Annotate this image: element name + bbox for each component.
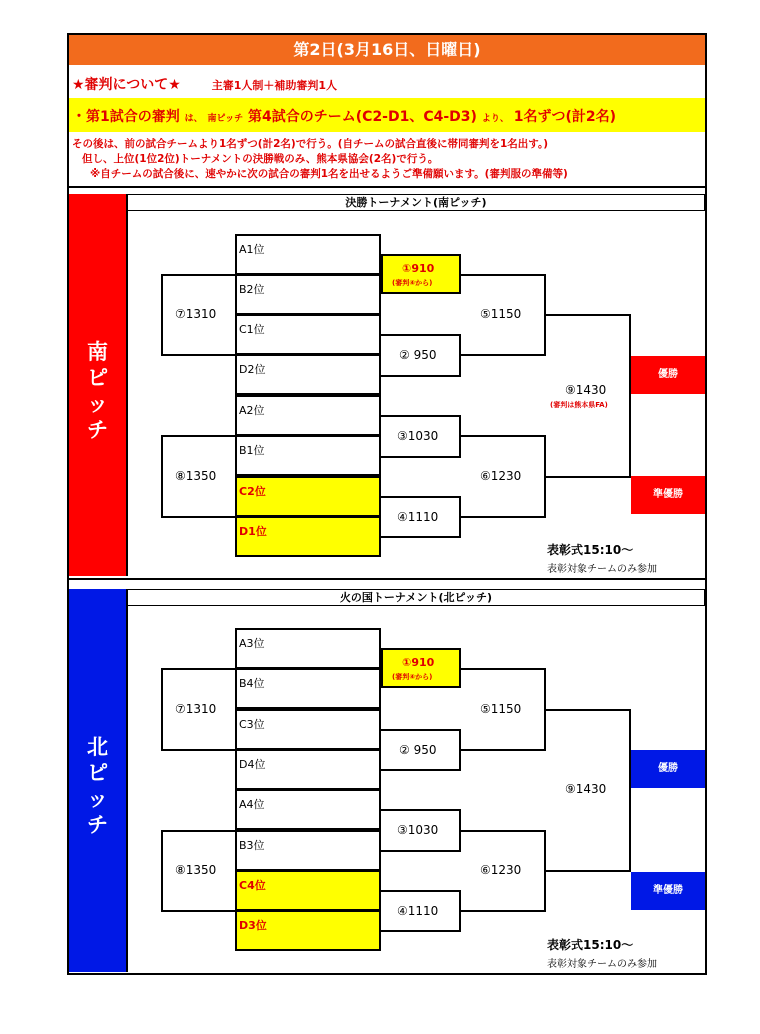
banner-part-f: 1名ずつ(計2名) bbox=[513, 109, 616, 125]
divider bbox=[69, 186, 705, 188]
referee-note-2: 但し、上位(1位2位)トーナメントの決勝戦のみ、熊本県協会(2名)で行う。 bbox=[82, 153, 439, 165]
referee-heading-text: ★審判について★ bbox=[72, 77, 181, 93]
south-char-4: チ bbox=[87, 418, 108, 442]
bracket-line bbox=[381, 456, 461, 458]
team-slot: D2位 bbox=[235, 354, 381, 395]
bracket-line bbox=[381, 415, 461, 417]
bracket-line bbox=[161, 668, 163, 751]
bracket-line bbox=[161, 830, 236, 832]
team-slot: B4位 bbox=[235, 668, 381, 709]
match-3-label: ③1030 bbox=[397, 823, 439, 837]
ceremony-time: 表彰式15:10〜 bbox=[547, 543, 634, 557]
bracket-line bbox=[459, 516, 546, 518]
north-char-4: チ bbox=[87, 813, 108, 837]
divider bbox=[69, 578, 705, 580]
bracket-line bbox=[161, 354, 236, 356]
team-slot-highlight: D3位 bbox=[235, 910, 381, 951]
bracket-line bbox=[459, 668, 546, 670]
south-char-2: ピ bbox=[87, 366, 108, 390]
bracket-line bbox=[544, 314, 631, 316]
match-2-label: ② 950 bbox=[399, 743, 437, 757]
bracket-line bbox=[381, 850, 461, 852]
bracket-line bbox=[459, 830, 546, 832]
match-4-label: ④1110 bbox=[397, 904, 439, 918]
north-char-1: 北 bbox=[87, 735, 108, 759]
south-char-1: 南 bbox=[87, 340, 108, 364]
runner-up-box: 準優勝 bbox=[631, 476, 705, 514]
bracket-line bbox=[459, 274, 546, 276]
banner-part-b: は、 bbox=[184, 114, 203, 124]
match-8-label: ⑧1350 bbox=[175, 863, 217, 877]
bracket-line bbox=[161, 910, 236, 912]
team-slot-highlight: C2位 bbox=[235, 476, 381, 517]
bracket-line bbox=[381, 890, 461, 892]
south-section-header: 決勝トーナメント(南ピッチ) bbox=[127, 194, 705, 211]
team-slot: B3位 bbox=[235, 830, 381, 871]
match-2-label: ② 950 bbox=[399, 348, 437, 362]
bracket-line bbox=[161, 749, 236, 751]
team-slot-highlight: D1位 bbox=[235, 516, 381, 557]
match-5-label: ⑤1150 bbox=[480, 702, 522, 716]
team-slot-highlight: C4位 bbox=[235, 870, 381, 911]
divider bbox=[126, 589, 128, 972]
winner-box: 優勝 bbox=[631, 750, 705, 788]
bracket-line bbox=[161, 668, 236, 670]
bracket-line bbox=[161, 516, 236, 518]
referee-system: 主審1人制＋補助審判1人 bbox=[211, 79, 338, 92]
page-title: 第2日(3月16日、日曜日) bbox=[69, 35, 705, 65]
team-slot: B2位 bbox=[235, 274, 381, 315]
bracket-line bbox=[381, 334, 461, 336]
north-pitch-label bbox=[69, 589, 126, 972]
ceremony-time: 表彰式15:10〜 bbox=[547, 938, 634, 952]
team-slot: A4位 bbox=[235, 789, 381, 830]
south-char-3: ッ bbox=[87, 392, 108, 416]
bracket-line bbox=[459, 354, 546, 356]
bracket-line bbox=[161, 274, 236, 276]
bracket-line bbox=[381, 729, 461, 731]
match-9-note: (審判は熊本県FA) bbox=[550, 401, 608, 409]
banner-part-a: ・第1試合の審判 bbox=[72, 109, 180, 125]
bracket-line bbox=[381, 375, 461, 377]
bracket-line bbox=[381, 930, 461, 932]
match-4-label: ④1110 bbox=[397, 510, 439, 524]
banner-part-e: より、 bbox=[481, 114, 509, 124]
bracket-line bbox=[381, 809, 461, 811]
bracket-line bbox=[161, 274, 163, 356]
team-slot: A1位 bbox=[235, 234, 381, 275]
match-1-note: (審判④から) bbox=[392, 279, 433, 287]
bracket-line bbox=[459, 910, 546, 912]
banner-part-c: 南ピッチ bbox=[207, 114, 244, 124]
match-6-label: ⑥1230 bbox=[480, 469, 522, 483]
match-7-label: ⑦1310 bbox=[175, 307, 217, 321]
match-1-label: ①910 bbox=[402, 656, 435, 669]
north-char-2: ピ bbox=[87, 761, 108, 785]
bracket-line bbox=[381, 496, 461, 498]
banner-part-d: 第4試合のチーム(C2-D1、C4-D3) bbox=[248, 109, 477, 125]
match-1-label: ①910 bbox=[402, 262, 435, 275]
bracket-line bbox=[544, 870, 631, 872]
north-section-header: 火の国トーナメント(北ピッチ) bbox=[127, 589, 705, 606]
bracket-line bbox=[629, 314, 631, 478]
winner-box: 優勝 bbox=[631, 356, 705, 394]
referee-note-3: ※自チームの試合後に、速やかに次の試合の審判1名を出せるようご準備願います。(審判服の準備等) bbox=[90, 168, 568, 180]
south-pitch-label bbox=[69, 194, 126, 576]
team-slot: A3位 bbox=[235, 628, 381, 669]
referee-heading bbox=[72, 74, 337, 94]
match-9-label: ⑨1430 bbox=[565, 782, 607, 796]
referee-note-1: その後は、前の試合チームより1名ずつ(計2名)で行う。(自チームの試合直後に帯同審判を1名出す。) bbox=[72, 138, 549, 150]
bracket-line bbox=[161, 435, 236, 437]
bracket-line bbox=[381, 769, 461, 771]
match-5-label: ⑤1150 bbox=[480, 307, 522, 321]
bracket-line bbox=[381, 536, 461, 538]
bracket-line bbox=[459, 435, 546, 437]
ceremony-note: 表彰対象チームのみ参加 bbox=[547, 959, 657, 970]
match-8-label: ⑧1350 bbox=[175, 469, 217, 483]
match-1-note: (審判④から) bbox=[392, 673, 433, 681]
team-slot: C3位 bbox=[235, 709, 381, 750]
bracket-line bbox=[544, 709, 631, 711]
divider bbox=[126, 194, 128, 576]
bracket-line bbox=[544, 476, 631, 478]
match-3-label: ③1030 bbox=[397, 429, 439, 443]
match-9-label: ⑨1430 bbox=[565, 383, 607, 397]
runner-up-box: 準優勝 bbox=[631, 872, 705, 910]
bracket-line bbox=[161, 435, 163, 518]
match-6-label: ⑥1230 bbox=[480, 863, 522, 877]
team-slot: B1位 bbox=[235, 435, 381, 476]
ceremony-note: 表彰対象チームのみ参加 bbox=[547, 564, 657, 575]
bracket-line bbox=[459, 749, 546, 751]
bracket-line bbox=[629, 709, 631, 872]
team-slot: C1位 bbox=[235, 314, 381, 355]
team-slot: A2位 bbox=[235, 395, 381, 436]
match-7-label: ⑦1310 bbox=[175, 702, 217, 716]
north-char-3: ッ bbox=[87, 787, 108, 811]
bracket-line bbox=[161, 830, 163, 912]
team-slot: D4位 bbox=[235, 749, 381, 790]
first-match-referee-banner bbox=[69, 98, 705, 132]
